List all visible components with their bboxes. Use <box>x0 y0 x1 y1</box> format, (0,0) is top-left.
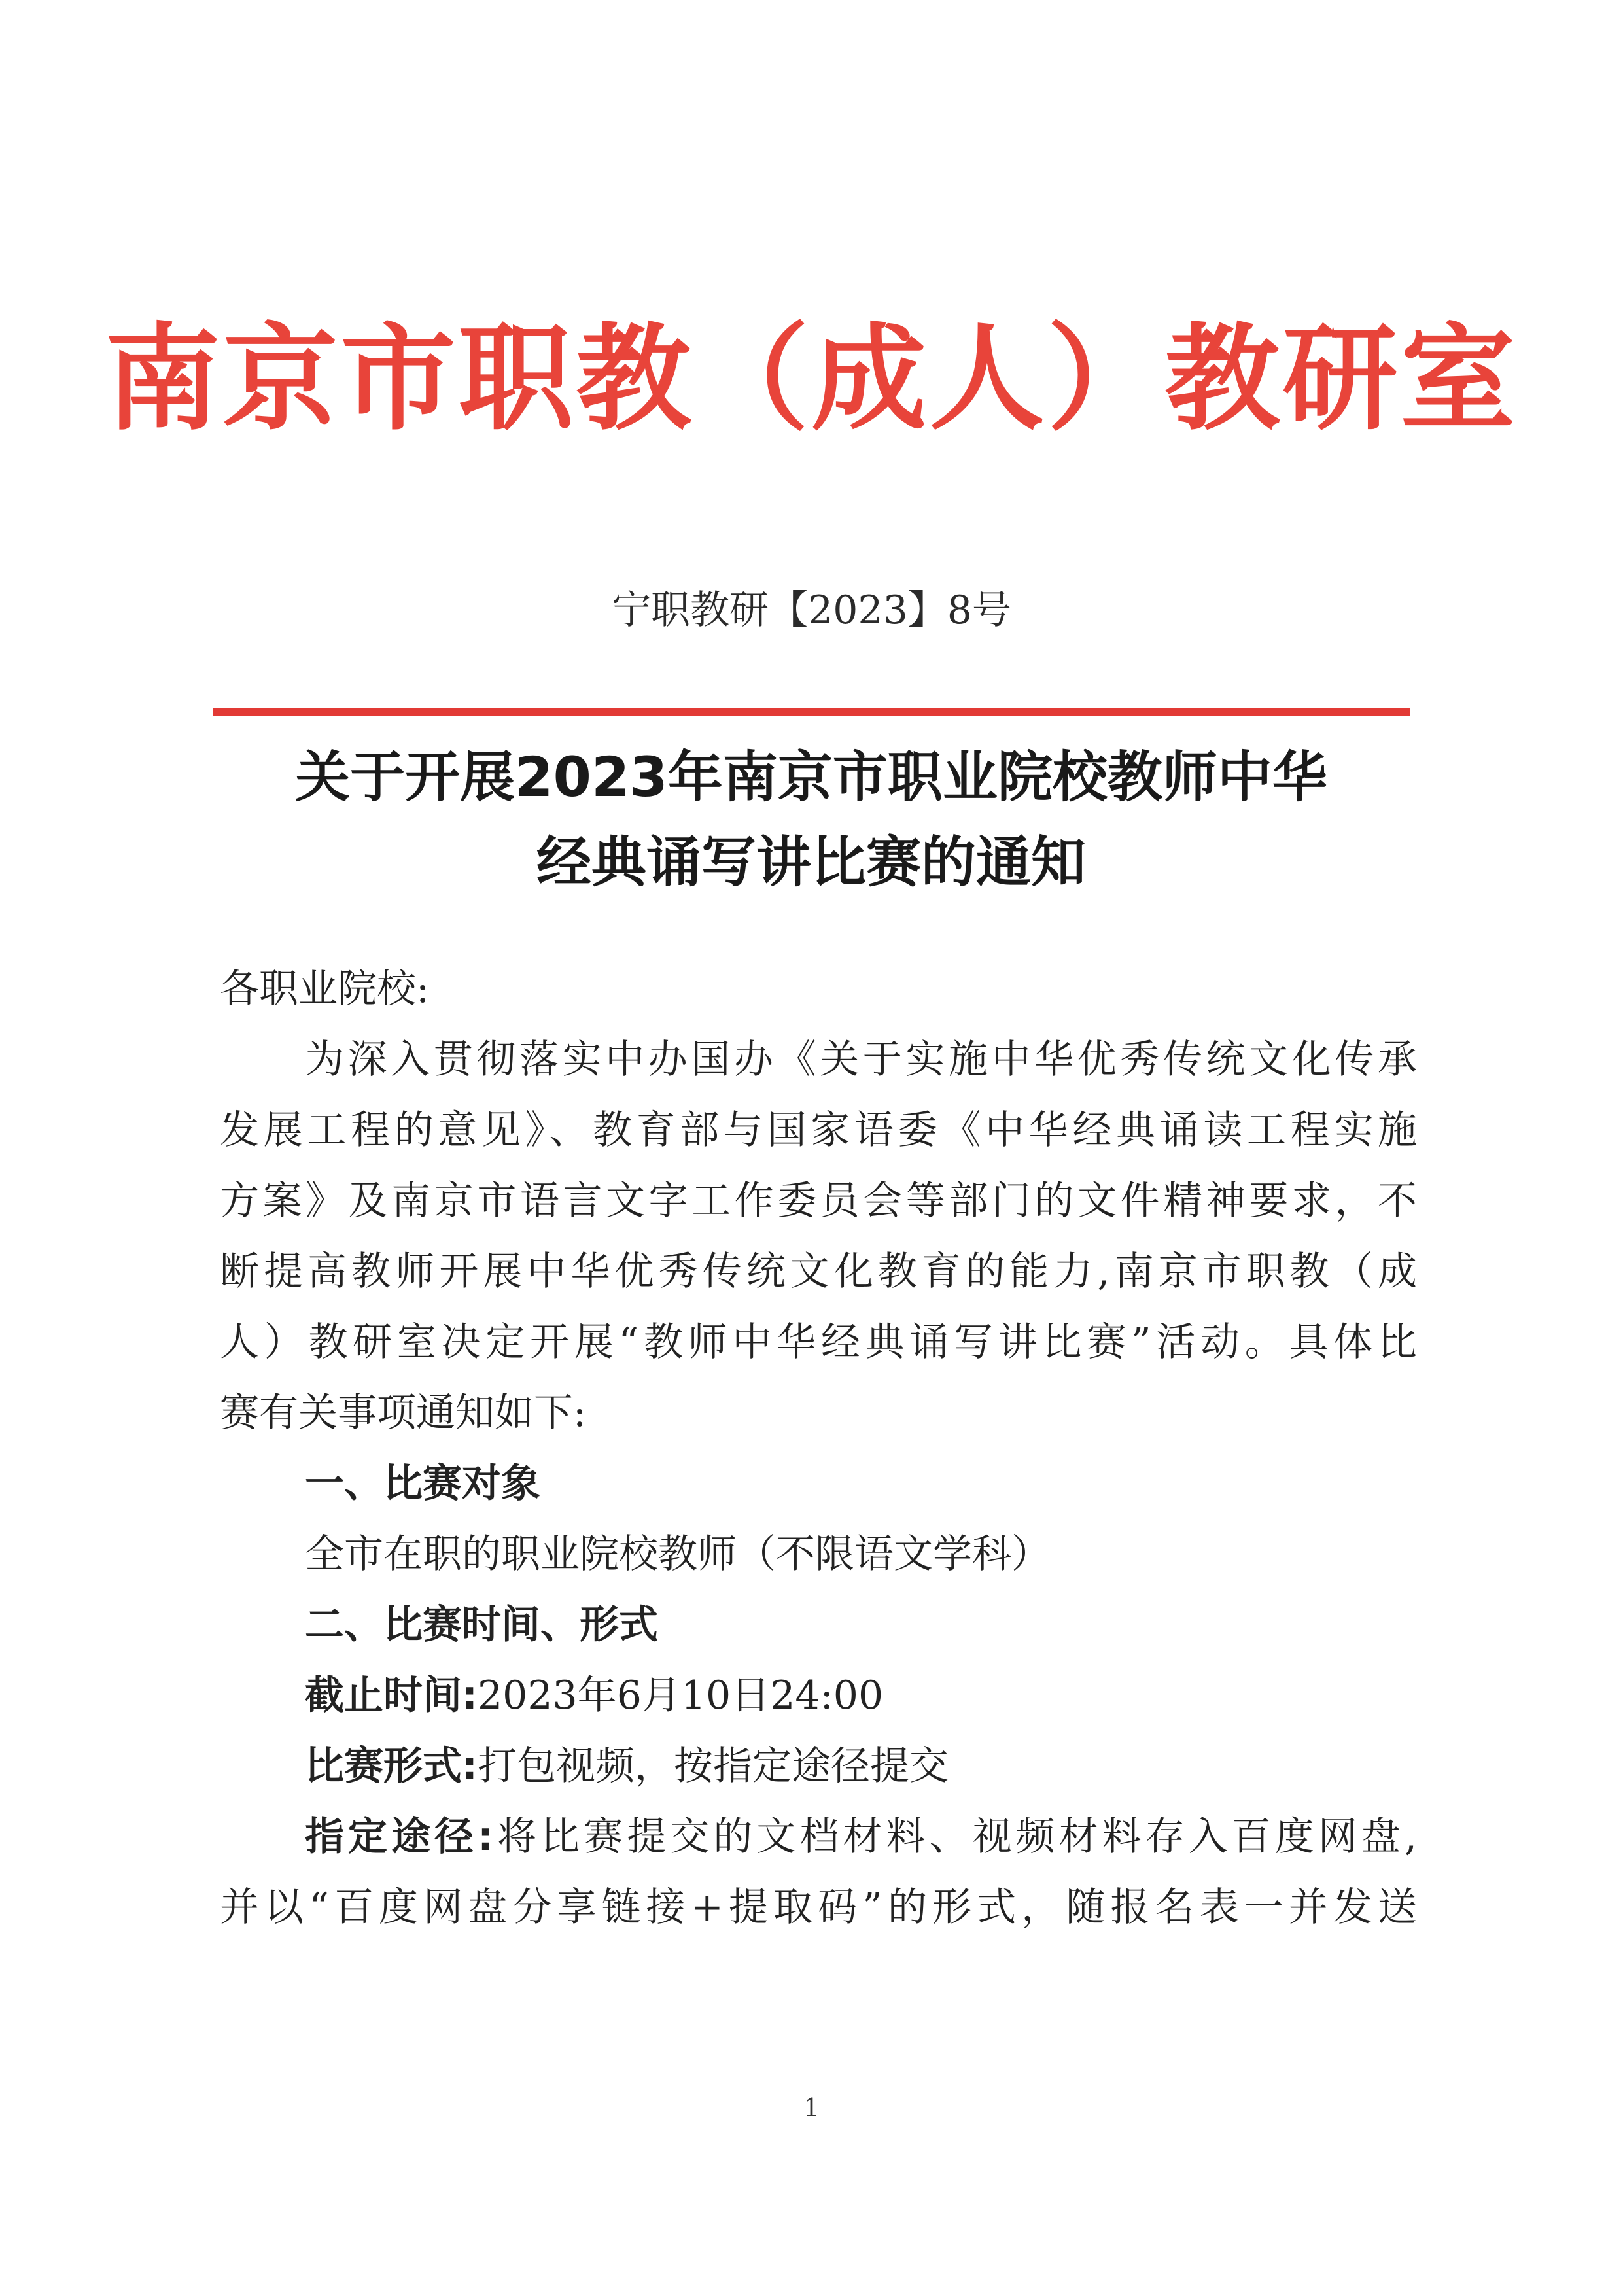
salutation: 各职业院校: <box>220 966 430 1012</box>
intro-line-6: 赛有关事项通知如下: <box>220 1390 587 1436</box>
deadline-label: 截止时间: <box>305 1673 478 1718</box>
intro-line-3: 方案》及南京市语言文字工作委员会等部门的文件精神要求，不 <box>220 1178 1417 1224</box>
page-number: 1 <box>803 2093 820 2122</box>
route-label: 指定途径: <box>305 1814 494 1860</box>
section-1-heading: 一、比赛对象 <box>305 1461 540 1506</box>
route-value-line-1: 将比赛提交的文档材料、视频材料存入百度网盘, <box>493 1814 1417 1860</box>
section-1-text: 全市在职的职业院校教师（不限语文学科） <box>305 1531 1051 1577</box>
intro-line-1: 为深入贯彻落实中办国办《关于实施中华优秀传统文化传承 <box>305 1037 1417 1083</box>
notice-title-line-1: 关于开展2023年南京市职业院校教师中华 <box>295 745 1327 809</box>
route-line-1 <box>220 1801 1417 1872</box>
format-line <box>220 1731 1417 1801</box>
deadline-value: 2023年6月10日24:00 <box>478 1673 884 1718</box>
format-value: 打包视频，按指定途径提交 <box>478 1743 949 1789</box>
section-2-heading: 二、比赛时间、形式 <box>305 1602 658 1648</box>
issuing-organization-header: 南京市职教（成人）教研室 <box>105 312 1518 446</box>
notice-body <box>220 954 1417 1943</box>
route-value-line-2: 并以“百度网盘分享链接+提取码”的形式，随报名表一并发送 <box>220 1885 1417 1930</box>
intro-line-5: 人）教研室决定开展“教师中华经典诵写讲比赛”活动。具体比 <box>220 1319 1417 1365</box>
notice-title <box>196 735 1426 905</box>
intro-line-2: 发展工程的意见》、教育部与国家语委《中华经典诵读工程实施 <box>220 1107 1417 1153</box>
deadline-line <box>220 1660 1417 1731</box>
red-divider-line <box>213 708 1410 716</box>
format-label: 比赛形式: <box>305 1743 478 1789</box>
document-number: 宁职教研【2023】8号 <box>612 587 1011 633</box>
notice-title-line-2: 经典诵写讲比赛的通知 <box>536 830 1086 894</box>
intro-line-4: 断提高教师开展中华优秀传统文化教育的能力,南京市职教（成 <box>220 1249 1417 1295</box>
